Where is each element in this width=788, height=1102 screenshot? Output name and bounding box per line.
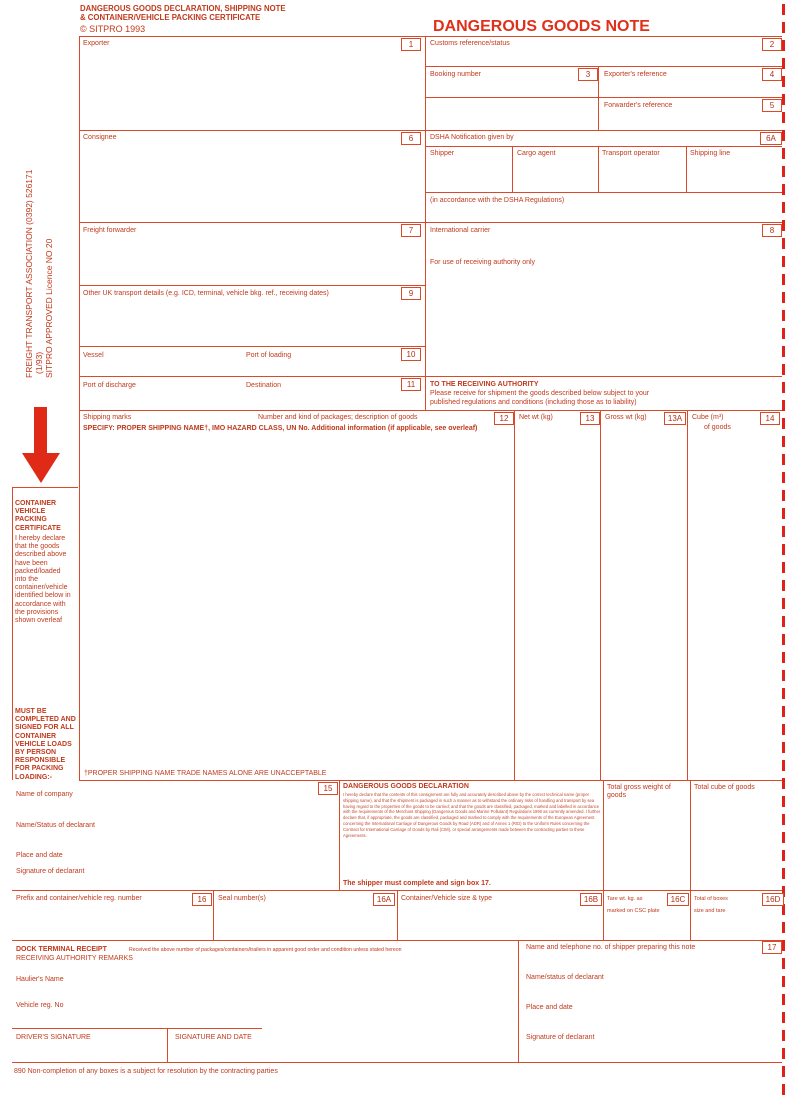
box-num-11: 11: [401, 378, 421, 391]
exporters-ref-label: Exporter's reference: [604, 71, 667, 78]
vehicle-reg-label: Vehicle reg. No: [16, 1002, 64, 1009]
other-uk-field[interactable]: [82, 300, 422, 344]
perforation-dash: [782, 292, 785, 303]
box-num-12: 12: [494, 412, 514, 425]
receiving-use-label: For use of receiving authority only: [430, 259, 536, 266]
box-num-7: 7: [401, 224, 421, 237]
port-loading-label: Port of loading: [246, 352, 292, 359]
perforation-dash: [782, 1012, 785, 1023]
box-num-2: 2: [762, 38, 782, 51]
perforation-dash: [782, 634, 785, 645]
box-num-13: 13: [580, 412, 600, 425]
cert-left-line: [12, 487, 13, 780]
perforation-dash: [782, 148, 785, 159]
perforation-dash: [782, 562, 785, 573]
sitpro-vertical-text: SITPRO APPROVED Licence NO 20: [44, 238, 54, 378]
name-status-field[interactable]: [16, 831, 336, 849]
perforation-dash: [782, 274, 785, 285]
name-status-2-label: Name/status of declarant: [526, 974, 604, 981]
hauliers-name-field[interactable]: [15, 985, 515, 999]
tare-label: Tare wt. kg. as: [607, 896, 643, 902]
receiving-remarks-label: RECEIVING AUTHORITY REMARKS: [16, 955, 133, 962]
box-num-16c: 16C: [667, 893, 689, 906]
forwarders-ref-label: Forwarder's reference: [604, 102, 673, 109]
container-size-field[interactable]: [400, 908, 601, 938]
signature-date-label: SIGNATURE AND DATE: [175, 1034, 252, 1041]
dsha-cargo-agent-field[interactable]: [514, 160, 597, 190]
to-receiving-title: TO THE RECEIVING AUTHORITY: [430, 381, 539, 388]
shipping-marks-label: Shipping marks: [83, 414, 132, 421]
perforation-dash: [782, 742, 785, 753]
gross-wt-label: Gross wt (kg): [605, 414, 647, 421]
perforation-dash: [782, 382, 785, 393]
customs-ref-label: Customs reference/status: [430, 40, 510, 47]
gross-wt-field[interactable]: [602, 426, 685, 778]
perforation-dash: [782, 1048, 785, 1059]
other-uk-label: Other UK transport details (e.g. ICD, terminal, vehicle bkg. ref., receiving dates): [83, 290, 329, 297]
perforation-dash: [782, 22, 785, 33]
box-num-6: 6: [401, 132, 421, 145]
dsha-col-cargo-agent: Cargo agent: [517, 150, 556, 157]
packages-label: Number and kind of packages; description of goods: [258, 414, 418, 421]
cube-label-2: of goods: [704, 424, 731, 431]
net-wt-field[interactable]: [516, 426, 598, 778]
perforation-dash: [782, 1066, 785, 1077]
header-line-1: DANGEROUS GOODS DECLARATION, SHIPPING NOTE: [80, 4, 286, 13]
perforation-dash: [782, 1084, 785, 1095]
perforation-dash: [782, 364, 785, 375]
box-num-16d: 16D: [762, 893, 784, 906]
page-title: DANGEROUS GOODS NOTE: [433, 18, 650, 35]
dock-receipt-title: DOCK TERMINAL RECEIPT: [16, 946, 107, 953]
box-num-5: 5: [762, 99, 782, 112]
shipper-phone-field[interactable]: [522, 954, 778, 970]
perforation-dash: [782, 202, 785, 213]
cert-top-line: [12, 487, 78, 488]
exporter-label: Exporter: [83, 40, 110, 47]
signature-date-field[interactable]: [170, 1043, 510, 1060]
perforation-dash: [782, 994, 785, 1005]
perforation-dash: [782, 832, 785, 843]
perforation-dash: [782, 1030, 785, 1041]
box-num-13a: 13A: [664, 412, 686, 425]
exporters-ref-field[interactable]: [602, 80, 778, 94]
perforation-dash: [782, 508, 785, 519]
box-num-10: 10: [401, 348, 421, 361]
box-num-1: 1: [401, 38, 421, 51]
perforation-dash: [782, 544, 785, 555]
perforation-dash: [782, 40, 785, 51]
destination-label: Destination: [246, 382, 282, 389]
footer-note: 890 Non-completion of any boxes is a subject for resolution by the contracting parties: [14, 1068, 278, 1075]
perforation-dash: [782, 526, 785, 537]
port-discharge-label: Port of discharge: [83, 382, 136, 389]
perforation-dash: [782, 814, 785, 825]
cert-body: I hereby declare that the goods described above have been packed/loaded into the container/vehicle identified below in accordance with the provisions shown overleaf: [15, 535, 71, 625]
header-line-3: © SITPRO 1993: [80, 24, 146, 34]
box-num-16: 16: [192, 893, 212, 906]
company-label: Name of company: [16, 791, 73, 798]
total-boxes-label-2: size and tare: [694, 908, 726, 914]
proper-shipping-name-note: †PROPER SHIPPING NAME TRADE NAMES ALONE ARE UNACCEPTABLE: [84, 770, 327, 777]
perforation-dash: [782, 130, 785, 141]
perforation-dash: [782, 976, 785, 987]
freight-forwarder-label: Freight forwarder: [83, 227, 137, 234]
freight-forwarder-field[interactable]: [82, 236, 422, 283]
dock-receipt-text: Received the above number of packages/containers/trailers in apparent good order and condition unless stated hereon: [129, 947, 402, 953]
consignee-field[interactable]: [82, 144, 422, 220]
total-boxes-label: Total of boxes: [694, 896, 728, 902]
perforation-dash: [782, 724, 785, 735]
shipper-phone-label: Name and telephone no. of shipper preparing this note: [526, 944, 696, 951]
place-date-label: Place and date: [16, 852, 63, 859]
cert-title: CONTAINER VEHICLE PACKING CERTIFICATE: [15, 500, 61, 532]
name-status-label: Name/Status of declarant: [16, 822, 95, 829]
box-num-8: 8: [762, 224, 782, 237]
perforation-dash: [782, 58, 785, 69]
place-date-2-label: Place and date: [526, 1004, 573, 1011]
place-date-2-field[interactable]: [522, 1013, 778, 1029]
receiving-remarks-field[interactable]: [15, 964, 515, 974]
driver-signature-field[interactable]: [15, 1043, 165, 1060]
goods-description-field[interactable]: [82, 436, 512, 766]
box-num-16a: 16A: [373, 893, 395, 906]
box-num-14: 14: [760, 412, 780, 425]
perforation-dash: [782, 796, 785, 807]
total-cube-label: Total cube of goods: [694, 784, 755, 791]
perforation-dash: [782, 400, 785, 411]
seal-field[interactable]: [216, 908, 395, 938]
consignee-label: Consignee: [83, 134, 117, 141]
box-num-15: 15: [318, 782, 338, 795]
net-wt-label: Net wt (kg): [519, 414, 553, 421]
perforation-dash: [782, 418, 785, 429]
signature-2-field[interactable]: [522, 1043, 778, 1060]
container-size-label: Container/Vehicle size & type: [401, 895, 493, 902]
perforation-dash: [782, 580, 785, 591]
fta-vertical-text: FREIGHT TRANSPORT ASSOCIATION (0392) 526171: [24, 169, 34, 378]
intl-carrier-field[interactable]: [428, 236, 778, 254]
perforation-dash: [782, 688, 785, 699]
cube-field[interactable]: [689, 434, 780, 778]
cube-label: Cube (m³): [692, 414, 724, 421]
header-line-2: & CONTAINER/VEHICLE PACKING CERTIFICATE: [80, 13, 261, 22]
dsha-note: (in accordance with the DSHA Regulations): [430, 197, 565, 204]
perforation-dash: [782, 706, 785, 717]
box-num-9: 9: [401, 287, 421, 300]
total-cube-field[interactable]: [693, 796, 779, 888]
dsha-col-shipper: Shipper: [430, 150, 455, 157]
perforation-dash: [782, 220, 785, 231]
driver-signature-label: DRIVER'S SIGNATURE: [16, 1034, 91, 1041]
signature-field[interactable]: [16, 876, 336, 888]
signature-label: Signature of declarant: [16, 868, 85, 875]
vehicle-reg-field[interactable]: [15, 1011, 515, 1025]
box-num-3: 3: [578, 68, 598, 81]
specify-instruction: SPECIFY: PROPER SHIPPING NAME†, IMO HAZARD CLASS, UN No. Additional information (if applicable, see overleaf): [83, 425, 478, 432]
dg-declaration-text: I hereby declare that the contents of this consignment are fully and accurately described above by the correct technical name (proper shipping name), and that the shipment is packaged in such a manner as to withstand the ordinary risks of handling and transport by sea having regard to the properties of the goods to be carried; and that the goods are classified, packaged, marked and labelled in accordance with the requirements of the Merchant Shipping (Dangerous Goods and Marine Pollutant) Regulations 1990 as currently amended. I further declare that, if appropriate, the goods are classified, packaged and marked to comply with the requirements of the European Agreement concerning the International Carriage of Dangerous Goods by Road (ADR) and of Annex 1 (RID) to the Uniform Rules concerning the Contract for International Carriage of Goods by Rail (CIM), or special arrangements made between the contracting parties to these Agreements.: [343, 792, 601, 838]
prefix-field[interactable]: [15, 908, 211, 938]
booking-label: Booking number: [430, 71, 481, 78]
perforation-dash: [782, 346, 785, 357]
perforation-dash: [782, 940, 785, 951]
dsha-label: DSHA Notification given by: [430, 134, 514, 141]
customs-ref-field[interactable]: [428, 50, 778, 64]
perforation-dash: [782, 310, 785, 321]
dsha-transport-operator-field[interactable]: [600, 160, 685, 190]
perforation-dash: [782, 760, 785, 771]
dsha-shipper-field[interactable]: [427, 160, 511, 190]
to-receiving-line-2: published regulations and conditions (including those as to liability): [430, 399, 637, 406]
forwarders-ref-field[interactable]: [602, 112, 778, 128]
perforation-dash: [782, 868, 785, 879]
perforation-dash: [782, 184, 785, 195]
perforation-dash: [782, 166, 785, 177]
dsha-col-transport-operator: Transport operator: [602, 150, 660, 157]
perforation-dash: [782, 112, 785, 123]
total-gross-field[interactable]: [606, 804, 688, 888]
red-down-arrow-icon: [20, 407, 62, 485]
company-field[interactable]: [16, 800, 336, 818]
to-receiving-line-1: Please receive for shipment the goods described below subject to your: [430, 390, 650, 397]
perforation-dash: [782, 472, 785, 483]
dsha-shipping-line-field[interactable]: [688, 160, 780, 190]
box-num-16b: 16B: [580, 893, 602, 906]
signature-2-label: Signature of declarant: [526, 1034, 595, 1041]
perforation-dash: [782, 778, 785, 789]
intl-carrier-label: International carrier: [430, 227, 491, 234]
dg-declaration-footer: The shipper must complete and sign box 17.: [343, 880, 491, 887]
booking-field[interactable]: [428, 80, 596, 126]
perforation-dash: [782, 958, 785, 969]
box-num-6a: 6A: [760, 132, 782, 145]
cert-must: MUST BE COMPLETED AND SIGNED FOR ALL CONTAINER VEHICLE LOADS BY PERSON RESPONSIBLE FOR PACKING LOADING:-: [15, 708, 76, 781]
total-gross-label: Total gross weight of goods: [607, 784, 671, 799]
perforation-dash: [782, 94, 785, 105]
name-status-2-field[interactable]: [522, 983, 778, 1001]
fta-vertical-text-2: (1/93): [34, 351, 44, 374]
exporter-field[interactable]: [82, 50, 422, 128]
perforation-dash: [782, 490, 785, 501]
dsha-col-shipping-line: Shipping line: [690, 150, 731, 157]
vessel-label: Vessel: [83, 352, 104, 359]
perforation-dash: [782, 850, 785, 861]
seal-label: Seal number(s): [218, 895, 266, 902]
box-num-17: 17: [762, 941, 782, 954]
box-num-4: 4: [762, 68, 782, 81]
perforation-dash: [782, 76, 785, 87]
dg-declaration-title: DANGEROUS GOODS DECLARATION: [343, 783, 469, 790]
perforation-dash: [782, 616, 785, 627]
perforation-dash: [782, 4, 785, 15]
prefix-label: Prefix and container/vehicle reg. number: [16, 895, 142, 902]
perforation-dash: [782, 436, 785, 447]
hauliers-name-label: Haulier's Name: [16, 976, 64, 983]
perforation-dash: [782, 454, 785, 465]
perforation-dash: [782, 238, 785, 249]
perforation-dash: [782, 652, 785, 663]
perforation-dash: [782, 670, 785, 681]
perforation-dash: [782, 256, 785, 267]
perforation-dash: [782, 598, 785, 609]
tare-label-2: marked on CSC plate: [607, 908, 660, 914]
perforation-dash: [782, 922, 785, 933]
perforation-dash: [782, 328, 785, 339]
